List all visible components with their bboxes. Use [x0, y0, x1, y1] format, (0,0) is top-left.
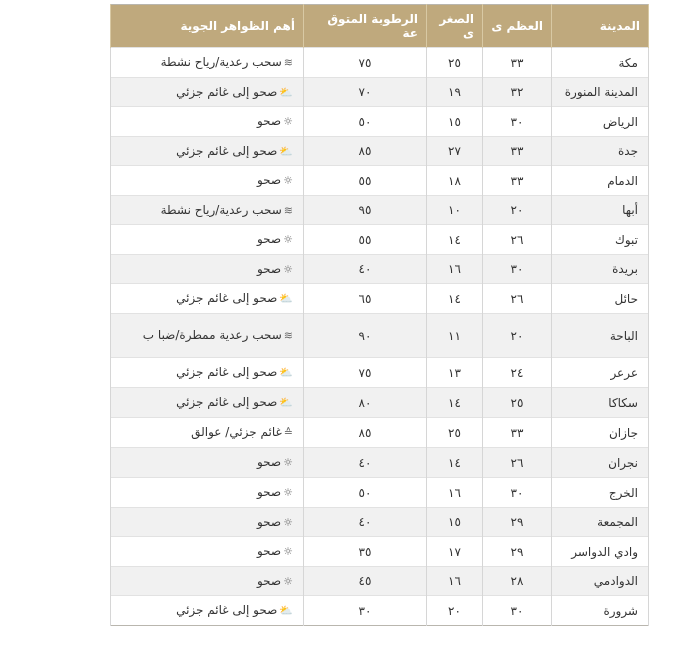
phenomena-text: صحو إلى غائم جزئي — [176, 291, 278, 305]
table-row — [111, 508, 649, 537]
phenomena-text: صحو — [256, 455, 282, 469]
table-row — [111, 78, 649, 107]
phenomena-cell — [111, 225, 304, 255]
sun-icon: ☼ — [283, 262, 293, 276]
partly-cloudy-icon: ⛅ — [279, 396, 293, 409]
max-temp-cell: ٢٠ — [483, 196, 552, 225]
min-temp-cell: ١٤ — [427, 448, 483, 478]
table-row — [111, 358, 649, 388]
table-row — [111, 388, 649, 418]
partly-cloudy-icon: ⛅ — [279, 85, 293, 99]
phenomena-text: صحو — [256, 485, 282, 499]
min-temp-cell: ٢٥ — [427, 48, 483, 78]
table-row — [111, 48, 649, 78]
humidity-cell: ٦٥ — [304, 284, 427, 314]
sun-icon: ☼ — [283, 115, 293, 128]
phenomena-cell — [111, 48, 304, 78]
city-cell: المجمعة — [552, 508, 649, 537]
phenomena-cell — [111, 78, 304, 107]
city-cell: الخرج — [552, 478, 649, 508]
city-cell: الدوادمي — [552, 567, 649, 596]
max-temp-cell: ٣٠ — [483, 596, 552, 626]
city-cell: أبها — [552, 196, 649, 225]
phenomena-text: صحو — [256, 173, 282, 187]
dust-icon: ≙ — [283, 426, 293, 439]
humidity-cell: ٨٥ — [304, 137, 427, 166]
phenomena-text: صحو — [256, 514, 282, 529]
min-temp-cell: ٢٥ — [427, 418, 483, 448]
humidity-cell: ٣٠ — [304, 596, 427, 626]
humidity-cell: ٧٠ — [304, 78, 427, 107]
max-temp-cell: ٢٤ — [483, 358, 552, 388]
humidity-cell: ٥٠ — [304, 107, 427, 137]
header-max: العظم ى — [483, 5, 552, 48]
humidity-cell: ٩٥ — [304, 196, 427, 225]
phenomena-cell — [111, 314, 304, 358]
humidity-cell: ٨٥ — [304, 418, 427, 448]
phenomena-text: سحب رعدية/رياح نشطة — [160, 55, 282, 69]
min-temp-cell: ٢٧ — [427, 137, 483, 166]
min-temp-cell: ١٠ — [427, 196, 483, 225]
humidity-cell: ٥٥ — [304, 166, 427, 196]
phenomena-cell — [111, 448, 304, 478]
weather-table-container — [110, 4, 648, 626]
phenomena-cell — [111, 196, 304, 225]
max-temp-cell: ٢٦ — [483, 448, 552, 478]
city-cell: بريدة — [552, 255, 649, 284]
max-temp-cell: ٢٦ — [483, 284, 552, 314]
max-temp-cell: ٣٣ — [483, 137, 552, 166]
min-temp-cell: ١٦ — [427, 478, 483, 508]
phenomena-cell — [111, 508, 304, 537]
header-phenomena: أهم الظواهر الجوية — [111, 5, 304, 48]
partly-cloudy-icon: ⛅ — [279, 366, 293, 379]
phenomena-text: صحو إلى غائم جزئي — [176, 143, 278, 158]
table-body — [111, 48, 649, 626]
max-temp-cell: ٢٦ — [483, 225, 552, 255]
city-cell: شرورة — [552, 596, 649, 626]
phenomena-cell — [111, 166, 304, 196]
max-temp-cell: ٣٣ — [483, 418, 552, 448]
humidity-cell: ٤٥ — [304, 567, 427, 596]
humidity-cell: ٨٠ — [304, 388, 427, 418]
max-temp-cell: ٣٣ — [483, 166, 552, 196]
city-cell: مكة — [552, 48, 649, 78]
phenomena-cell — [111, 478, 304, 508]
phenomena-text: صحو — [256, 544, 282, 558]
table-row — [111, 196, 649, 225]
sun-icon: ☼ — [283, 515, 293, 529]
city-cell: سكاكا — [552, 388, 649, 418]
table-row — [111, 166, 649, 196]
min-temp-cell: ١٦ — [427, 255, 483, 284]
phenomena-cell — [111, 137, 304, 166]
min-temp-cell: ١٥ — [427, 107, 483, 137]
partly-cloudy-icon: ⛅ — [279, 604, 293, 617]
phenomena-cell — [111, 284, 304, 314]
max-temp-cell: ٣٢ — [483, 78, 552, 107]
phenomena-cell — [111, 255, 304, 284]
phenomena-text: سحب رعدية/رياح نشطة — [160, 202, 282, 217]
table-row — [111, 225, 649, 255]
phenomena-cell — [111, 567, 304, 596]
table-row — [111, 537, 649, 567]
sun-icon: ☼ — [283, 233, 293, 246]
min-temp-cell: ٢٠ — [427, 596, 483, 626]
city-cell: عرعر — [552, 358, 649, 388]
table-row — [111, 255, 649, 284]
phenomena-text: صحو — [256, 261, 282, 276]
max-temp-cell: ٣٠ — [483, 478, 552, 508]
city-cell: وادي الدواسر — [552, 537, 649, 567]
min-temp-cell: ١٣ — [427, 358, 483, 388]
sun-icon: ☼ — [283, 486, 293, 499]
humidity-cell: ٤٠ — [304, 448, 427, 478]
humidity-cell: ٥٥ — [304, 225, 427, 255]
phenomena-text: سحب رعدية ممطرة/ضبا ب — [142, 328, 282, 342]
sun-icon: ☼ — [283, 174, 293, 187]
table-row — [111, 314, 649, 358]
phenomena-text: صحو — [256, 232, 282, 246]
table-row — [111, 284, 649, 314]
max-temp-cell: ٢٩ — [483, 508, 552, 537]
table-row — [111, 478, 649, 508]
min-temp-cell: ١٤ — [427, 284, 483, 314]
min-temp-cell: ١٩ — [427, 78, 483, 107]
humidity-cell: ٧٥ — [304, 48, 427, 78]
table-row — [111, 448, 649, 478]
phenomena-text: غائم جزئي/ عوالق — [191, 425, 282, 439]
min-temp-cell: ١١ — [427, 314, 483, 358]
phenomena-cell — [111, 537, 304, 567]
city-cell: حائل — [552, 284, 649, 314]
max-temp-cell: ٢٥ — [483, 388, 552, 418]
wind-icon: ≋ — [283, 203, 293, 217]
city-cell: المدينة المنورة — [552, 78, 649, 107]
phenomena-text: صحو إلى غائم جزئي — [176, 603, 278, 617]
min-temp-cell: ١٨ — [427, 166, 483, 196]
table-row — [111, 418, 649, 448]
min-temp-cell: ١٥ — [427, 508, 483, 537]
city-cell: جدة — [552, 137, 649, 166]
table-row — [111, 137, 649, 166]
wind-icon: ≋ — [283, 56, 293, 69]
header-humidity: الرطوبة المتوق عة — [304, 5, 427, 48]
min-temp-cell: ١٦ — [427, 567, 483, 596]
city-cell: تبوك — [552, 225, 649, 255]
phenomena-cell — [111, 418, 304, 448]
sun-icon: ☼ — [283, 456, 293, 469]
phenomena-text: صحو إلى غائم جزئي — [176, 365, 278, 379]
humidity-cell: ٤٠ — [304, 255, 427, 284]
phenomena-text: صحو إلى غائم جزئي — [176, 395, 278, 409]
city-cell: الرياض — [552, 107, 649, 137]
humidity-cell: ٣٥ — [304, 537, 427, 567]
city-cell: الدمام — [552, 166, 649, 196]
phenomena-text: صحو إلى غائم جزئي — [176, 84, 278, 99]
sun-icon: ☼ — [283, 545, 293, 558]
phenomena-text: صحو — [256, 114, 282, 128]
max-temp-cell: ٢٨ — [483, 567, 552, 596]
table-row — [111, 596, 649, 626]
partly-cloudy-icon: ⛅ — [279, 144, 293, 158]
humidity-cell: ٤٠ — [304, 508, 427, 537]
humidity-cell: ٧٥ — [304, 358, 427, 388]
city-cell: نجران — [552, 448, 649, 478]
table-header — [111, 5, 649, 48]
phenomena-cell — [111, 596, 304, 626]
sun-icon: ☼ — [283, 574, 293, 588]
max-temp-cell: ٣٠ — [483, 107, 552, 137]
min-temp-cell: ١٤ — [427, 225, 483, 255]
header-city: المدينة — [552, 5, 649, 48]
humidity-cell: ٩٠ — [304, 314, 427, 358]
table-row — [111, 107, 649, 137]
phenomena-cell — [111, 388, 304, 418]
wind-icon: ≋ — [283, 329, 293, 342]
max-temp-cell: ٢٩ — [483, 537, 552, 567]
max-temp-cell: ٣٠ — [483, 255, 552, 284]
min-temp-cell: ١٤ — [427, 388, 483, 418]
phenomena-cell — [111, 107, 304, 137]
phenomena-cell — [111, 358, 304, 388]
min-temp-cell: ١٧ — [427, 537, 483, 567]
city-cell: جازان — [552, 418, 649, 448]
partly-cloudy-icon: ⛅ — [279, 292, 293, 305]
header-min: الصغر ى — [427, 5, 483, 48]
max-temp-cell: ٢٠ — [483, 314, 552, 358]
city-cell: الباحة — [552, 314, 649, 358]
phenomena-text: صحو — [256, 573, 282, 588]
humidity-cell: ٥٠ — [304, 478, 427, 508]
table-row — [111, 567, 649, 596]
weather-table — [110, 4, 649, 626]
max-temp-cell: ٣٣ — [483, 48, 552, 78]
